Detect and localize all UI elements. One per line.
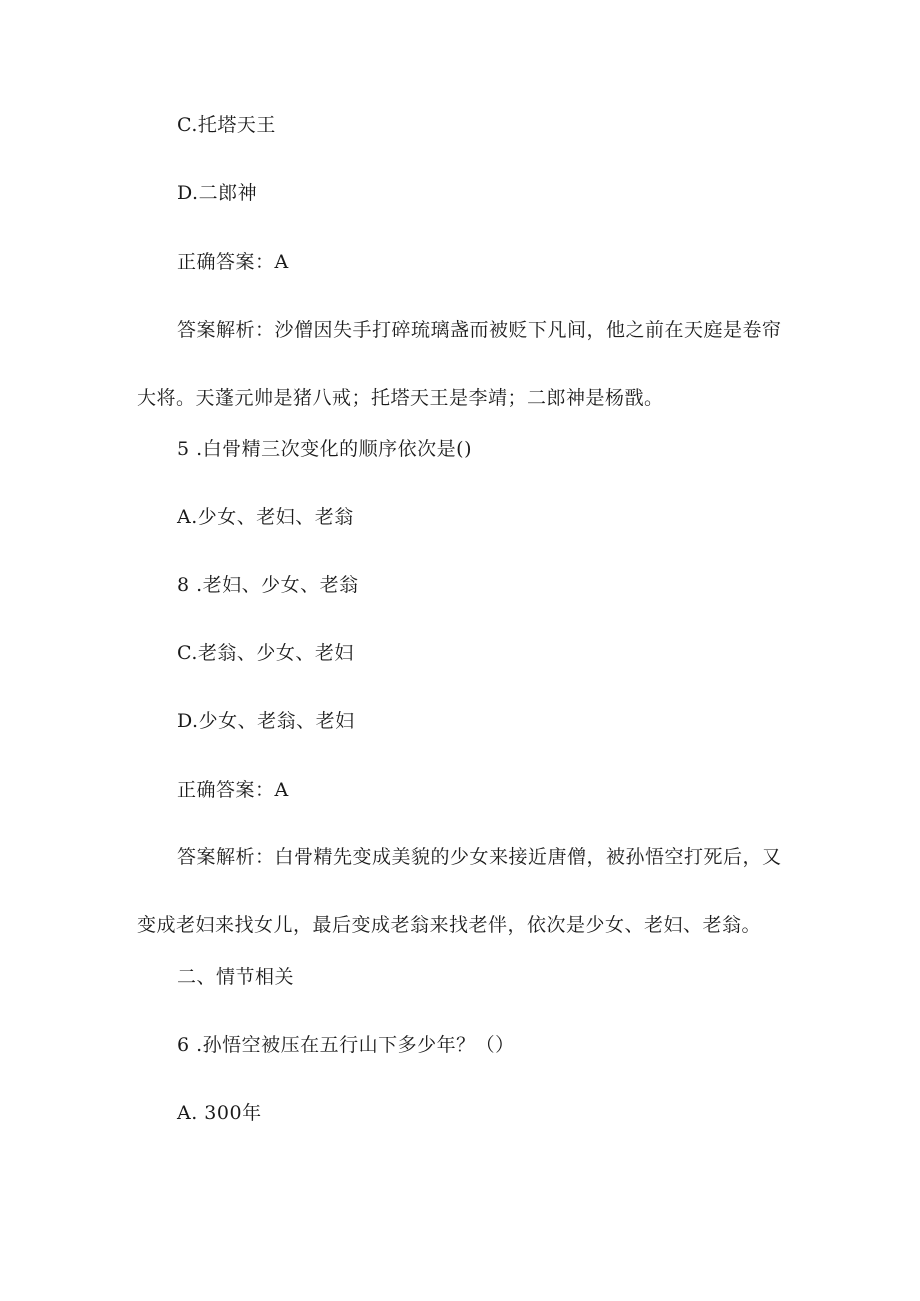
correct-answer-line: 正确答案：A bbox=[177, 251, 289, 273]
option-d-line: D.二郎神 bbox=[177, 182, 258, 204]
option-c-line: C.托塔天王 bbox=[177, 114, 276, 136]
option-c-line: C.老翁、少女、老妇 bbox=[177, 642, 354, 664]
question-5-line: 5 .白骨精三次变化的顺序依次是() bbox=[177, 438, 472, 460]
answer-explanation-paragraph: 答案解析：沙僧因失手打碎琉璃盏而被贬下凡间，他之前在天庭是卷帘大将。天蓬元帅是猪八戒；托塔天王是李靖；二郎神是杨戬。 bbox=[137, 319, 782, 409]
section-heading: 二、情节相关 bbox=[177, 966, 295, 988]
option-a-line: A. 300年 bbox=[177, 1102, 262, 1124]
option-b-line: 8 .老妇、少女、老翁 bbox=[177, 574, 359, 596]
answer-explanation-paragraph: 答案解析：白骨精先变成美貌的少女来接近唐僧，被孙悟空打死后，又变成老妇来找女儿，最后变成老翁来找老伴，依次是少女、老妇、老翁。 bbox=[137, 846, 782, 936]
option-d-line: D.少女、老翁、老妇 bbox=[177, 710, 355, 732]
correct-answer-line: 正确答案：A bbox=[177, 779, 289, 801]
option-a-line: A.少女、老妇、老翁 bbox=[177, 506, 354, 528]
question-6-line: 6 .孙悟空被压在五行山下多少年？（） bbox=[177, 1034, 515, 1056]
